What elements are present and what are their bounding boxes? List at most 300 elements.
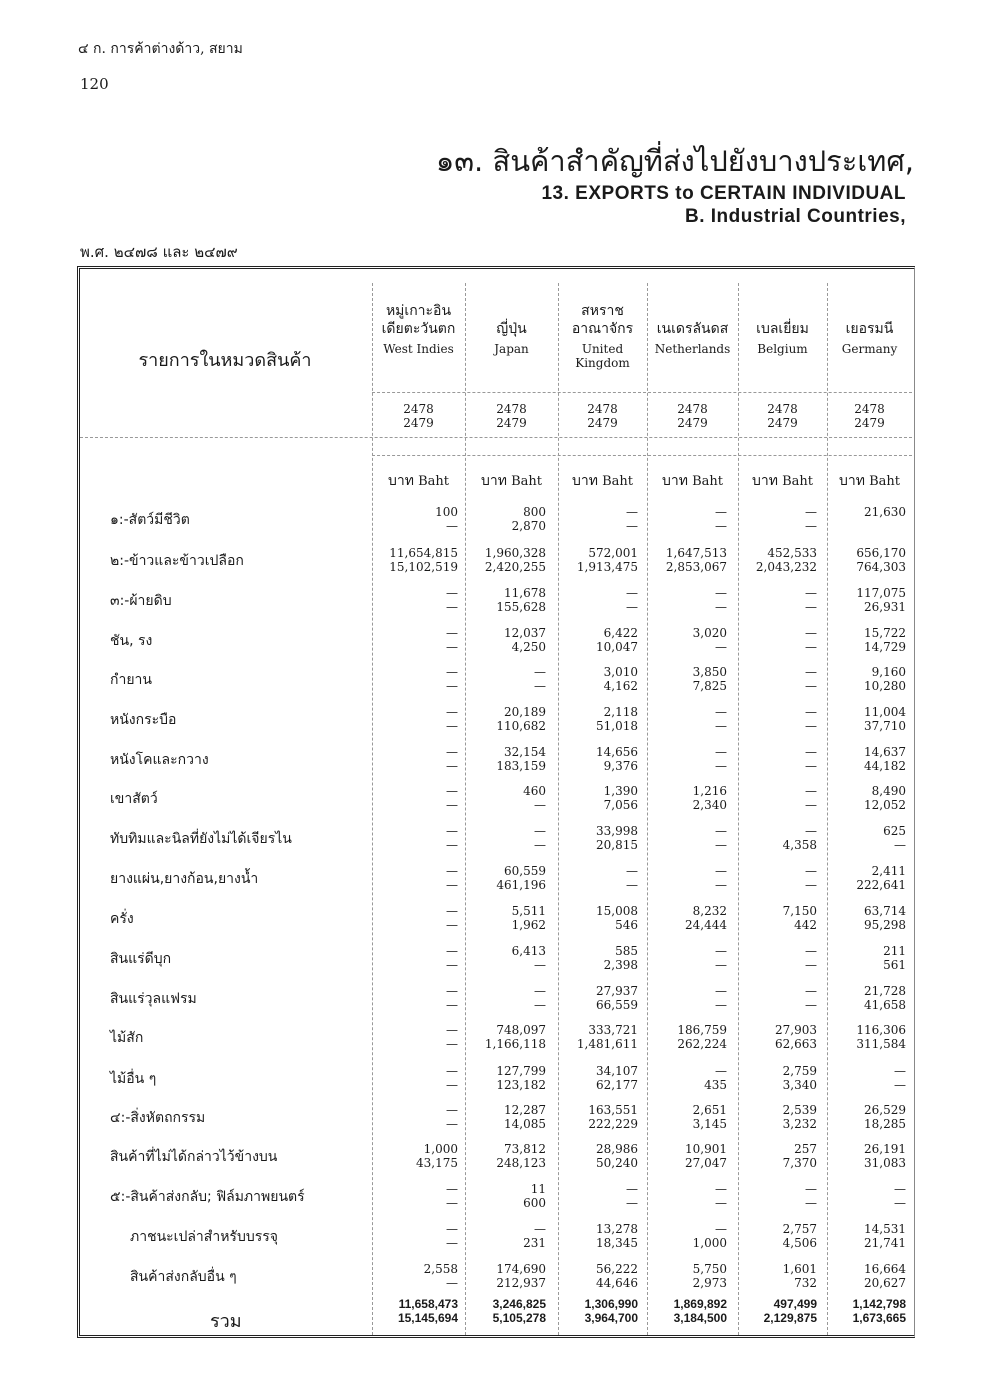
- column-rule: [738, 283, 739, 1335]
- value-2478: 1,647,513: [665, 546, 727, 560]
- row-label: สินค้าส่งกลับอื่น ๆ: [130, 1269, 237, 1285]
- value-2478: —: [715, 1182, 727, 1196]
- value-2479: 222,229: [588, 1117, 638, 1131]
- year-label: 2479: [677, 416, 708, 430]
- table-cell: [715, 505, 727, 533]
- table-cell: [496, 586, 546, 614]
- total-2479: 5,105,278: [492, 1311, 546, 1325]
- table-cell: [856, 546, 906, 574]
- row-label: สินค้าที่ไม่ได้กล่าวไว้ข้างบน: [110, 1149, 278, 1165]
- table-cell: [446, 745, 458, 773]
- value-2479: 183,159: [496, 759, 546, 773]
- table-cell: [805, 984, 817, 1012]
- year-label: 2479: [587, 416, 618, 430]
- value-2478: 9,160: [871, 665, 906, 679]
- years-label: พ.ศ. ๒๔๗๘ และ ๒๔๗๙: [80, 243, 238, 261]
- value-2479: 764,303: [856, 560, 906, 574]
- value-2479: 155,628: [496, 600, 546, 614]
- column-rule: [465, 283, 466, 1335]
- total-2478: 497,499: [773, 1297, 817, 1311]
- value-2479: —: [446, 600, 458, 614]
- row-label: หนังกระบือ: [110, 712, 177, 728]
- value-2479: 10,280: [864, 679, 906, 693]
- column-header-thai: เบลเยี่ยม: [756, 321, 809, 337]
- column-header-thai: หมู่เกาะอิน: [385, 303, 452, 319]
- value-2478: 127,799: [496, 1064, 546, 1078]
- table-cell: [805, 784, 817, 812]
- value-2478: 2,539: [782, 1103, 817, 1117]
- value-2479: —: [715, 838, 727, 852]
- column-header: [647, 320, 738, 356]
- value-2478: 63,714: [864, 904, 906, 918]
- table-cell: [864, 1103, 906, 1131]
- unit-english: Baht: [511, 474, 543, 489]
- value-2478: 16,664: [864, 1262, 906, 1276]
- value-2479: —: [805, 798, 817, 812]
- table-cell: [626, 864, 638, 892]
- value-2478: —: [446, 665, 458, 679]
- value-2478: —: [446, 1064, 458, 1078]
- table-cell: [485, 546, 546, 574]
- value-2479: 20,627: [864, 1276, 906, 1290]
- table-cell: [496, 705, 546, 733]
- column-years: [465, 402, 558, 430]
- value-2479: 732: [794, 1276, 817, 1290]
- unit-english: Baht: [418, 474, 450, 489]
- unit-label: [738, 470, 827, 492]
- row-label: ภาชนะเปล่าสำหรับบรรจุ: [130, 1229, 278, 1245]
- row-label: สินแร่ดีบุก: [110, 951, 172, 967]
- table-cell: [596, 824, 638, 852]
- value-2478: —: [534, 1222, 546, 1236]
- value-2478: —: [446, 1182, 458, 1196]
- table-cell: [446, 784, 458, 812]
- table-cell: [715, 586, 727, 614]
- value-2478: 257: [794, 1142, 817, 1156]
- table-cell: [856, 864, 906, 892]
- value-2479: —: [534, 679, 546, 693]
- table-cell: [446, 1064, 458, 1092]
- value-2479: —: [805, 679, 817, 693]
- value-2478: 26,529: [864, 1103, 906, 1117]
- value-2479: —: [805, 878, 817, 892]
- table-cell: [805, 1182, 817, 1210]
- header-rule: [80, 437, 912, 438]
- value-2478: —: [715, 944, 727, 958]
- value-2479: —: [715, 640, 727, 654]
- value-2478: —: [715, 1064, 727, 1078]
- value-2478: 2,759: [782, 1064, 817, 1078]
- value-2479: 248,123: [496, 1156, 546, 1170]
- value-2478: —: [805, 665, 817, 679]
- row-label: ๕:-สินค้าส่งกลับ; ฟิล์มภาพยนตร์: [110, 1189, 305, 1205]
- value-2479: 110,682: [496, 719, 546, 733]
- value-2478: 1,216: [692, 784, 727, 798]
- value-2478: 1,390: [603, 784, 638, 798]
- year-label: 2479: [854, 416, 885, 430]
- value-2479: —: [626, 1196, 638, 1210]
- value-2478: 56,222: [596, 1262, 638, 1276]
- row-label: ครั่ง: [110, 911, 134, 927]
- value-2478: 26,191: [864, 1142, 906, 1156]
- value-2479: 41,658: [864, 998, 906, 1012]
- value-2478: 5,511: [511, 904, 546, 918]
- value-2479: 2,398: [603, 958, 638, 972]
- table-cell: [883, 944, 906, 972]
- column-years: [647, 402, 738, 430]
- value-2478: —: [805, 824, 817, 838]
- table-cell: [715, 984, 727, 1012]
- table-cell: [446, 824, 458, 852]
- value-2478: 460: [523, 784, 546, 798]
- value-2479: 1,000: [692, 1236, 727, 1250]
- value-2479: 66,559: [596, 998, 638, 1012]
- value-2479: 12,052: [864, 798, 906, 812]
- value-2479: —: [894, 838, 906, 852]
- column-header-thai: สหราช: [581, 303, 624, 319]
- year-label: 2478: [854, 402, 885, 416]
- column-header: [465, 320, 558, 356]
- table-cell: [805, 745, 817, 773]
- value-2479: —: [446, 640, 458, 654]
- value-2478: 14,531: [864, 1222, 906, 1236]
- unit-thai: บาท: [480, 473, 507, 489]
- unit-english: Baht: [782, 474, 814, 489]
- total-2479: 3,184,500: [673, 1311, 727, 1325]
- value-2479: —: [626, 600, 638, 614]
- value-2479: 7,370: [782, 1156, 817, 1170]
- value-2479: 1,962: [511, 918, 546, 932]
- value-2479: 51,018: [596, 719, 638, 733]
- table-cell: [523, 784, 546, 812]
- total-2478: 1,869,892: [673, 1297, 727, 1311]
- value-2479: —: [715, 958, 727, 972]
- value-2479: —: [626, 878, 638, 892]
- table-cell: [677, 1023, 727, 1051]
- value-2479: 2,043,232: [755, 560, 817, 574]
- table-cell: [596, 904, 638, 932]
- total-cell: [398, 1297, 458, 1325]
- value-2478: —: [805, 984, 817, 998]
- table-cell: [693, 665, 727, 693]
- value-2478: 3,020: [692, 626, 727, 640]
- table-cell: [715, 745, 727, 773]
- column-years: [558, 402, 647, 430]
- table-cell: [715, 1182, 727, 1210]
- value-2479: 14,085: [504, 1117, 546, 1131]
- year-label: 2478: [496, 402, 527, 416]
- row-label: หนังโคและกวาง: [110, 752, 209, 768]
- table-cell: [864, 1222, 906, 1250]
- total-2479: 2,129,875: [763, 1311, 817, 1325]
- value-2479: 212,937: [496, 1276, 546, 1290]
- value-2479: 62,663: [775, 1037, 817, 1051]
- value-2479: —: [715, 998, 727, 1012]
- table-cell: [588, 1103, 638, 1131]
- value-2478: —: [715, 505, 727, 519]
- value-2478: 3,850: [692, 665, 727, 679]
- table-cell: [783, 1142, 817, 1170]
- table-cell: [864, 626, 906, 654]
- column-header-english: United Kingdom: [575, 342, 630, 370]
- value-2478: 2,411: [871, 864, 906, 878]
- value-2478: —: [805, 705, 817, 719]
- row-label: ๔:-สิ่งหัตถกรรม: [110, 1110, 206, 1126]
- item-column-header: รายการในหมวดสินค้า: [138, 350, 312, 371]
- total-2479: 1,673,665: [852, 1311, 906, 1325]
- header-rule: [372, 392, 912, 393]
- value-2479: 50,240: [596, 1156, 638, 1170]
- table-cell: [685, 904, 727, 932]
- table-cell: [693, 1103, 727, 1131]
- value-2479: 15,102,519: [389, 560, 458, 574]
- column-years: [738, 402, 827, 430]
- table-cell: [604, 944, 638, 972]
- value-2478: 10,901: [685, 1142, 727, 1156]
- column-header-english: Japan: [494, 342, 529, 356]
- value-2479: 262,224: [677, 1037, 727, 1051]
- column-rule: [647, 283, 648, 1335]
- value-2478: 116,306: [856, 1023, 906, 1037]
- value-2479: 10,047: [596, 640, 638, 654]
- table-cell: [805, 705, 817, 733]
- table-cell: [756, 546, 817, 574]
- table-cell: [596, 745, 638, 773]
- value-2479: 20,815: [596, 838, 638, 852]
- value-2479: 24,444: [685, 918, 727, 932]
- value-2479: —: [715, 1196, 727, 1210]
- value-2479: —: [446, 719, 458, 733]
- table-cell: [512, 505, 546, 533]
- table-cell: [864, 665, 906, 693]
- column-header-thai: เดียตะวันตก: [381, 321, 456, 337]
- value-2478: 1,000: [423, 1142, 458, 1156]
- value-2478: 585: [615, 944, 638, 958]
- value-2479: —: [715, 600, 727, 614]
- value-2478: 572,001: [588, 546, 638, 560]
- value-2478: 33,998: [596, 824, 638, 838]
- value-2479: 561: [883, 958, 906, 972]
- value-2479: —: [626, 519, 638, 533]
- total-cell: [674, 1297, 727, 1325]
- table-cell: [446, 705, 458, 733]
- value-2479: 14,729: [864, 640, 906, 654]
- table-cell: [604, 784, 638, 812]
- total-2478: 11,658,473: [398, 1297, 458, 1311]
- year-label: 2478: [677, 402, 708, 416]
- value-2479: 123,182: [496, 1078, 546, 1092]
- total-2479: 3,964,700: [584, 1311, 638, 1325]
- value-2478: 32,154: [504, 745, 546, 759]
- value-2478: 8,232: [692, 904, 727, 918]
- value-2478: —: [534, 665, 546, 679]
- table-subtitle-english: B. Industrial Countries,: [684, 206, 906, 227]
- table-cell: [496, 1262, 546, 1290]
- table-cell: [805, 586, 817, 614]
- value-2478: —: [626, 864, 638, 878]
- table-cell: [693, 1262, 727, 1290]
- table-cell: [446, 984, 458, 1012]
- table-cell: [864, 784, 906, 812]
- table-cell: [783, 1262, 817, 1290]
- table-cell: [693, 1222, 727, 1250]
- value-2478: —: [446, 784, 458, 798]
- row-label: ไม้อื่น ๆ: [110, 1071, 157, 1087]
- value-2478: —: [446, 705, 458, 719]
- table-cell: [416, 1142, 458, 1170]
- value-2478: 656,170: [856, 546, 906, 560]
- table-cell: [446, 1023, 458, 1051]
- table-cell: [596, 1262, 638, 1290]
- table-cell: [715, 705, 727, 733]
- value-2478: 2,651: [692, 1103, 727, 1117]
- value-2478: —: [805, 586, 817, 600]
- value-2479: —: [805, 719, 817, 733]
- value-2478: 5,750: [692, 1262, 727, 1276]
- table-cell: [577, 1023, 638, 1051]
- value-2478: 60,559: [504, 864, 546, 878]
- page-number: 120: [80, 75, 109, 93]
- table-cell: [864, 705, 906, 733]
- total-2478: 1,142,798: [852, 1297, 906, 1311]
- value-2479: —: [805, 1196, 817, 1210]
- value-2478: —: [805, 1182, 817, 1196]
- table-cell: [523, 1182, 546, 1210]
- value-2478: 452,533: [767, 546, 817, 560]
- value-2478: 163,551: [588, 1103, 638, 1117]
- value-2478: —: [715, 984, 727, 998]
- value-2479: —: [534, 958, 546, 972]
- value-2479: 461,196: [496, 878, 546, 892]
- value-2479: 44,182: [864, 759, 906, 773]
- table-cell: [805, 944, 817, 972]
- value-2479: —: [715, 519, 727, 533]
- value-2478: 11,654,815: [389, 546, 458, 560]
- value-2478: 14,656: [596, 745, 638, 759]
- year-label: 2478: [767, 402, 798, 416]
- value-2479: —: [894, 1196, 906, 1210]
- value-2478: 333,721: [588, 1023, 638, 1037]
- value-2478: —: [446, 984, 458, 998]
- value-2478: —: [626, 586, 638, 600]
- table-cell: [446, 864, 458, 892]
- value-2478: 73,812: [504, 1142, 546, 1156]
- value-2478: 800: [523, 505, 546, 519]
- value-2479: 222,641: [856, 878, 906, 892]
- table-cell: [496, 864, 546, 892]
- unit-thai: บาท: [661, 473, 688, 489]
- value-2478: 14,637: [864, 745, 906, 759]
- value-2478: —: [715, 705, 727, 719]
- running-head: ๔ ก. การค้าต่างด้าว, สยาม: [78, 41, 243, 57]
- column-header-english: Germany: [841, 342, 898, 356]
- value-2479: —: [446, 759, 458, 773]
- year-label: 2479: [767, 416, 798, 430]
- value-2479: 1,913,475: [576, 560, 638, 574]
- value-2479: 546: [615, 918, 638, 932]
- value-2478: 2,118: [603, 705, 638, 719]
- value-2478: 15,008: [596, 904, 638, 918]
- table-cell: [504, 626, 546, 654]
- value-2479: 62,177: [596, 1078, 638, 1092]
- table-cell: [693, 784, 727, 812]
- unit-english: Baht: [869, 474, 901, 489]
- value-2479: —: [534, 838, 546, 852]
- value-2479: 18,285: [864, 1117, 906, 1131]
- table-cell: [446, 904, 458, 932]
- table-cell: [685, 1142, 727, 1170]
- value-2478: —: [534, 984, 546, 998]
- row-label: สินแร่วุลแฟรม: [110, 991, 197, 1007]
- value-2479: 44,646: [596, 1276, 638, 1290]
- value-2478: 12,037: [504, 626, 546, 640]
- value-2478: —: [805, 784, 817, 798]
- table-cell: [715, 864, 727, 892]
- value-2479: —: [446, 1276, 458, 1290]
- row-label: กำยาน: [110, 672, 152, 688]
- value-2479: 26,931: [864, 600, 906, 614]
- value-2479: —: [805, 600, 817, 614]
- value-2478: —: [805, 944, 817, 958]
- value-2478: —: [715, 824, 727, 838]
- unit-thai: บาท: [387, 473, 414, 489]
- value-2478: —: [446, 824, 458, 838]
- table-cell: [485, 1023, 546, 1051]
- value-2478: —: [894, 1182, 906, 1196]
- value-2478: 3,010: [603, 665, 638, 679]
- column-header: [827, 320, 912, 356]
- value-2479: 7,825: [692, 679, 727, 693]
- row-label: ชัน, รง: [110, 633, 153, 649]
- value-2478: 8,490: [871, 784, 906, 798]
- value-2478: 174,690: [496, 1262, 546, 1276]
- unit-thai: บาท: [838, 473, 865, 489]
- row-label: ๒:-ข้าวและข้าวเปลือก: [110, 553, 244, 569]
- value-2478: 625: [883, 824, 906, 838]
- table-cell: [596, 626, 638, 654]
- column-header-thai: อาณาจักร: [571, 321, 634, 337]
- column-header: [558, 302, 647, 370]
- table-cell: [864, 1262, 906, 1290]
- table-cell: [783, 1222, 817, 1250]
- total-2478: 1,306,990: [584, 1297, 638, 1311]
- table-cell: [596, 705, 638, 733]
- year-label: 2479: [403, 416, 434, 430]
- value-2478: 21,630: [864, 505, 906, 519]
- value-2479: —: [446, 878, 458, 892]
- value-2478: 1,601: [782, 1262, 817, 1276]
- table-cell: [864, 745, 906, 773]
- table-cell: [883, 824, 906, 852]
- value-2479: 1,481,611: [576, 1037, 638, 1051]
- value-2478: —: [446, 745, 458, 759]
- table-cell: [504, 1103, 546, 1131]
- row-label: ยางแผ่น,ยางก้อน,ยางน้ำ: [110, 871, 259, 887]
- value-2479: 3,145: [692, 1117, 727, 1131]
- unit-english: Baht: [692, 474, 724, 489]
- value-2479: —: [805, 759, 817, 773]
- value-2479: —: [446, 1196, 458, 1210]
- value-2478: —: [446, 626, 458, 640]
- value-2478: 1,960,328: [484, 546, 546, 560]
- value-2479: —: [534, 798, 546, 812]
- table-cell: [446, 665, 458, 693]
- total-cell: [585, 1297, 638, 1325]
- value-2478: 748,097: [496, 1023, 546, 1037]
- value-2478: 27,903: [775, 1023, 817, 1037]
- table-cell: [446, 1103, 458, 1131]
- value-2479: 21,741: [864, 1236, 906, 1250]
